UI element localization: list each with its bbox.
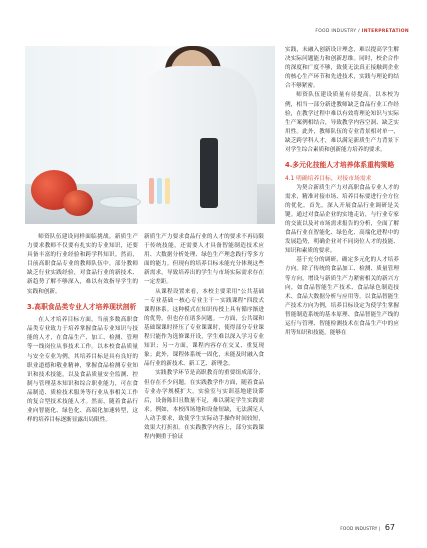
test-tube-icon xyxy=(149,178,154,204)
column-2 xyxy=(144,233,264,442)
paragraph: 师资队伍建设质量有待提高。以本校为例，相当一部分新进教师缺乏食品行业工作经验，在教学过程中难以有效将理论知识与实际生产案例相结合，导致教学内容空洞、缺乏实用性。此外，教师队伍的专业背景相对单一，缺乏跨学科人才，难以满足新质生产力背景下对学生综合素质和创新能力培养的要求。 xyxy=(285,92,399,154)
paragraph: 师资队伍建设同样面临挑战。新质生产力要求教师不仅要有扎实的专业知识，还要具备丰富的行业经验和跨学科知识。然而，目前高职食品专业的教师队伍中，部分教师缺乏行业实践经验，对食品行业的新技术、新趋势了解不够深入，难以有效指导学生的实践和创新。 xyxy=(27,234,138,295)
page-footer xyxy=(340,523,395,532)
test-tube-icon xyxy=(165,178,170,204)
lab-photo xyxy=(25,46,275,224)
paragraph: 从课程设置来看，本校主要采用“公共基础－专业基础－核心专业主干－实践课程”四段式课程体系。这种模式在知识传授上具有循序渐进的优势，但也存在诸多问题。一方面，公共课和基础课课时挤压了专业课课时，使得部分专业课程只能作为选修课开设，学生难以深入学习专业知识；另一方面，课程内容存在交叉、重复现象；此外，课程体系统一固化，未能及时融入食品行业的新技术、新工艺、新理念。 xyxy=(144,288,264,368)
running-header xyxy=(315,29,409,34)
microscope-icon xyxy=(200,138,218,208)
paragraph: 实践教学环节是高职教育的重要组成部分，但存在不少问题。在实践教学作方面，随着食品专业办学规模扩大，实验室与实训基地建设滞后，设备陈旧且数量不足，难以满足学生实践需求。例如，本校四场地和设备短缺，无法满足人人动手要求，致使学生实际动手操作时间较短，效果大打折扣。在实践教学内容上，部分实践课程内侧重于验证 xyxy=(144,370,264,441)
header-divider: / xyxy=(358,29,362,34)
section-heading: 4.多元化技能人才培养体系重构策略 xyxy=(285,161,395,170)
column-1 xyxy=(27,233,138,425)
page-number: 67 xyxy=(384,523,395,532)
section-heading: 3.高职食品类专业人才培养现状剖析 xyxy=(27,302,137,311)
paragraph: 在人才培养目标方面，当前多数高职食品类专业致力于培养掌握食品专业知识与技能的人才，在食品生产、加工、检测、管理等一线岗位从事技术工作。以本校食品质量与安全专业为例，其培养目标是具有良好的职业道德和敬业精神，掌握食品检测专业知识和技术技能，以及食品质量安全监测、控制与管理基本知识和综合职业能力，可在食品制造、质检技术服务等行业从事相关工作的复合型技术技能人才。然而，随着食品行业向智能化、绿色化、高端化加速转型，这样的培养目标逐渐显露出局限性。 xyxy=(27,317,138,424)
column-3 xyxy=(285,46,399,338)
paragraph: 为契合新质生产力对高职食品专业人才的需求，精准对接市场、培养目标要进行全方位的优化。首先，深入开展食品行业调研是关键。通过对食品企业的实地走访，与行业专家的交流以及对市场需求报告的分析，全面了解食品行业在智能化、绿色化、高端化进程中的发展趋势，明确企业对不同岗位人才的技能、知识和素质的要求。 xyxy=(285,184,399,255)
paragraph: 实践，未融入创新设计理念，难以提高学生解决实际问题能力和创新思维。同时，校企合作的深度和广度不够，致使无法真正接触到企业的核心生产环节和先进技术，实践与理论的结合不够紧密。 xyxy=(285,47,399,90)
paragraph: 新质生产力要求食品行业的人才的要求不再局限于传统技能，还需要人才具备智能制造技术应用、大数据分析处理、绿色生产理念践行等多方面的能力。但现有的培养目标未能充分体现这些新需求，导致培养出的学生与市场实际需求存在一定差距。 xyxy=(144,234,264,286)
subsection-heading: 4.1 明确培养目标，对接市场需求 xyxy=(285,175,372,182)
photo-lab-coat xyxy=(137,66,257,224)
paragraph: 基于充分的调研，确定多元化的人才培养方向。除了传统的食品加工、检测、质量管理等方向，增设与新质生产力紧密相关的新兴方向，如食品智能生产技术、食品绿色制造技术、食品大数据分析与应用等。以食品智能生产技术方向为例，培养目标设定为使学生掌握智能制造系统的基本原理、食品智能生产线的运行与管理、智能检测技术在食品生产中的应用等知识和技能，能够在 xyxy=(285,257,399,337)
header-magazine: FOOD INDUSTRY xyxy=(315,29,357,34)
footer-magazine: FOOD INDUSTRY xyxy=(340,527,378,532)
petri-dish-icon xyxy=(99,196,141,208)
footer-divider: | xyxy=(378,527,382,532)
header-section: INTERPRETATION xyxy=(361,29,409,34)
test-tube-icon xyxy=(157,178,162,204)
tomato-icon xyxy=(63,190,93,216)
